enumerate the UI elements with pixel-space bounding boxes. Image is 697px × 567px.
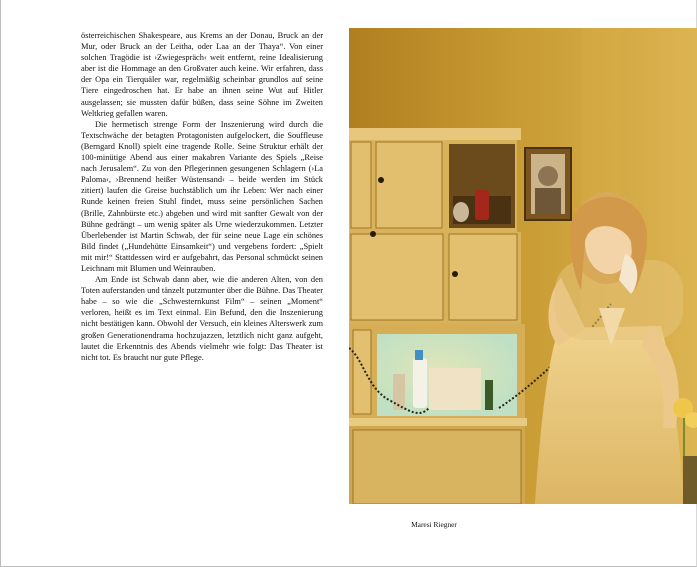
article-paragraph: Am Ende ist Schwab dann aber, wie die anderen Alten, von den Toten auferstanden und tänzelt putzmunter über die Bühne. Das Theater habe – so wie die „Schwesternkunst Film“ – seinen „Moment“ verloren, heißt es im Text einmal. Ein Befund, den die Inszenierung nicht bestätigen kann. Obwohl der Versuch, ein kleines Alterswerk zum großen Generationendrama hochzujazzen, letztlich nicht ganz aufgeht, lautet die Erkenntnis des Abends vielmehr wie folgt: Das Theater ist nicht tot. Es braucht nur gute Pflege. xyxy=(81,275,323,362)
article-paragraph: Die hermetisch strenge Form der Inszenierung wird durch die Textschwäche der betagten Protagonisten aufgelockert, die Souffleuse (Berngard Knoll) spielt eine tragende Rolle. Seine Struktur erhält der 100-minütige Abend aus einer makabren Variante des Spiels „Reise nach Jerusalem“. Zu von den Pflegerinnen gesungenen Schlagern (›La Paloma‹, ›Brennend heißer Wüstensand‹ – beide werden im Stück zitiert) laufen die Greise buchstäblich um ihr Leben: Wer nach einer Runde keinen freien Stuhl findet, muss seine persönlichen Sachen (Brille, Zahnbürste etc.) abgeben und wird mit sanfter Gewalt von der Bühne gedrängt – um wenig später als Urne wiederzukommen. Letzter Überlebender ist Martin Schwab, der für seine neue Lage ein schönes Bild findet („Hundehütte Einsamkeit“) und vergebens fordert: „Spielt mit mir!“ Stattdessen wird er aufgebahrt, das Personal schmückt seinen Leichnam mit Blumen und Weinrauben. xyxy=(81,119,323,273)
article-text-column xyxy=(81,30,323,363)
photo-caption: Maresi Riegner xyxy=(411,520,457,529)
stage-photo xyxy=(349,28,697,504)
stage-photo-illustration xyxy=(349,28,697,504)
article-paragraph: österreichischen Shakespeare, aus Krems an der Donau, Bruck an der Mur, oder Bruck an der Leitha, oder Laa an der Thaya“. Von einer solchen Tragödie ist ›Zwiegespräch‹ weit entfernt, reine Idealisierung aber ist die Hommage an den Großvater auch keine. Wir erfahren, dass der Opa ein Tierquäler war, regelmäßig scheinbar grundlos auf seine Tiere eingedroschen hat. Er habe an ihnen seine Wut auf Hitler ausgelassen; sie mussten dafür büßen, dass seine Söhne im Zweiten Weltkrieg gefallen waren. xyxy=(81,31,323,118)
